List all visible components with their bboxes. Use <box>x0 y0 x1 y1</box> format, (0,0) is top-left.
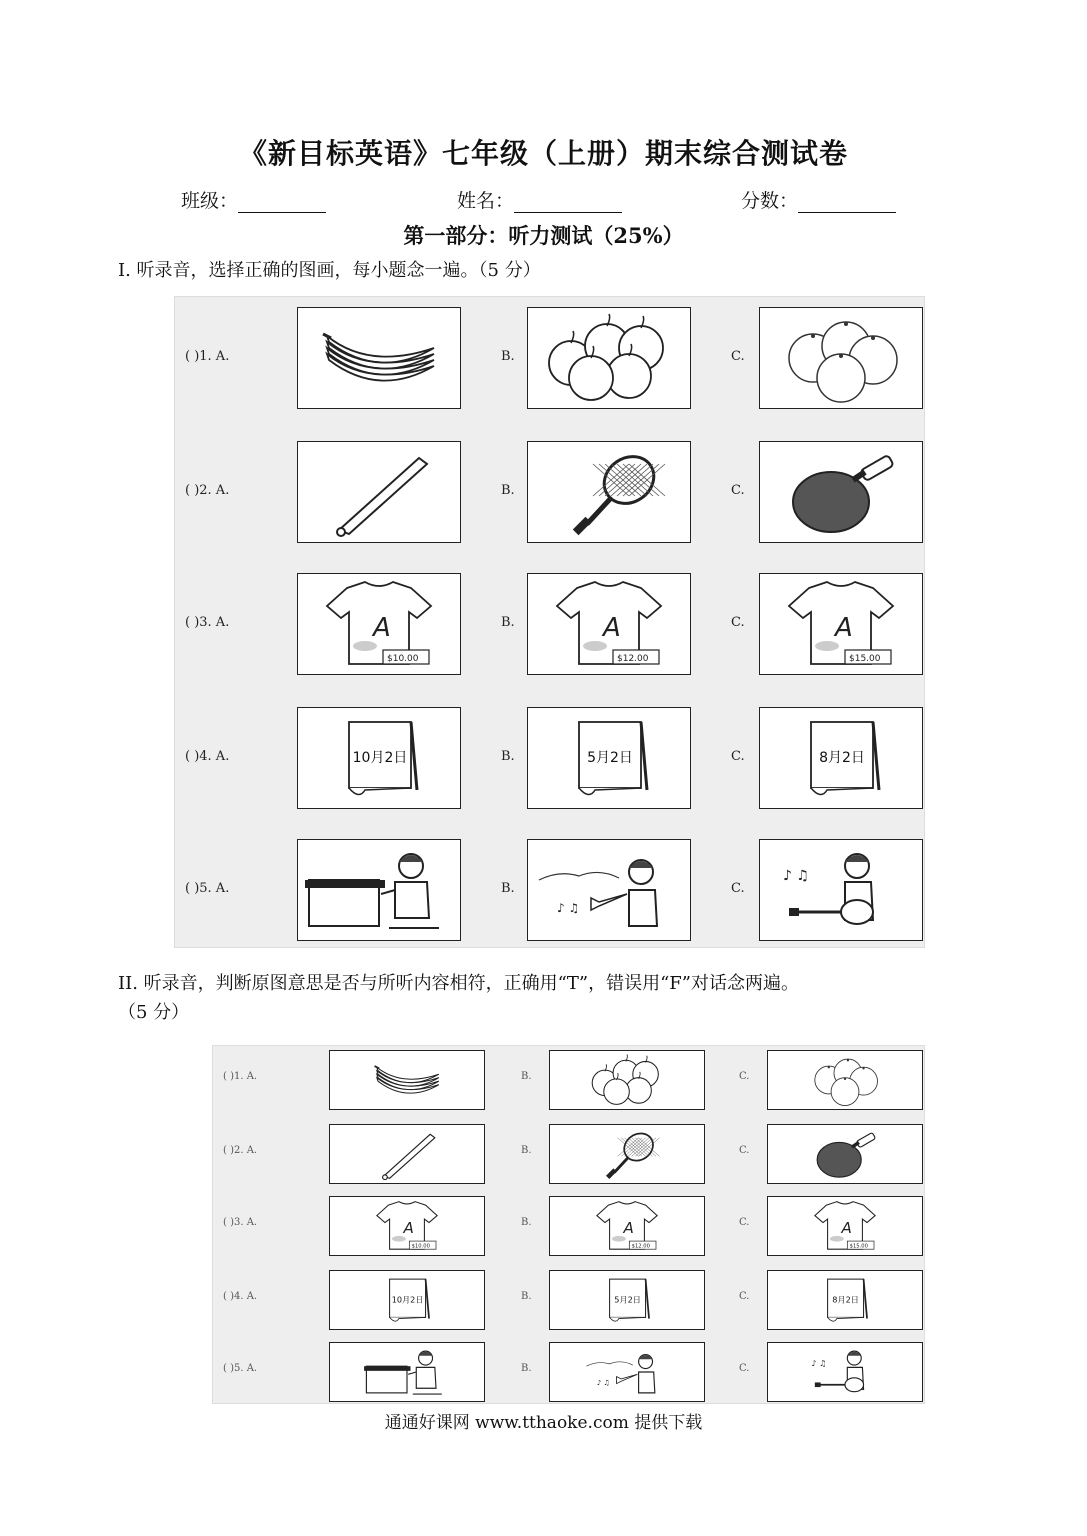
apple-icon <box>550 1051 704 1109</box>
class-field[interactable] <box>181 186 326 213</box>
section1-question-4-option-c-label: C. <box>731 749 745 764</box>
trumpet-player-icon <box>550 1343 704 1401</box>
section1-question-1-label[interactable]: ( )1. A. <box>185 349 230 364</box>
orange-icon <box>768 1051 922 1109</box>
tshirt-icon <box>768 1197 922 1255</box>
svg-text:♪ ♫: ♪ ♫ <box>783 868 809 884</box>
svg-text:A: A <box>403 1218 414 1237</box>
tennis-racket-icon <box>550 1125 704 1183</box>
section1-question-5-option-b-label: B. <box>501 881 515 896</box>
class-blank[interactable] <box>238 192 326 213</box>
section2-question-5-option-c-label: C. <box>739 1363 750 1374</box>
section1-question-1-option-b-image[interactable] <box>527 307 691 409</box>
section2-question-1-option-b-image[interactable] <box>549 1050 705 1110</box>
piano-player-icon <box>330 1343 484 1401</box>
section2-question-row-1 <box>213 1050 924 1108</box>
section1-question-4-option-c-image[interactable] <box>759 707 923 809</box>
svg-text:$12.00: $12.00 <box>631 1243 650 1250</box>
tennis-racket-icon <box>528 442 690 542</box>
svg-text:10月2日: 10月2日 <box>352 750 408 766</box>
apple-icon <box>528 308 690 408</box>
section1-question-4-label[interactable]: ( )4. A. <box>185 749 230 764</box>
svg-text:5月2日: 5月2日 <box>614 1294 641 1305</box>
section2-question-3-option-b-label: B. <box>521 1217 532 1228</box>
calendar-icon <box>760 708 922 808</box>
section2-question-row-3 <box>213 1196 924 1254</box>
section2-question-1-option-c-label: C. <box>739 1071 750 1082</box>
tshirt-icon <box>330 1197 484 1255</box>
svg-text:$10.00: $10.00 <box>387 654 419 664</box>
section1-question-5-option-c-image[interactable] <box>759 839 923 941</box>
section2-question-3-option-c-image[interactable] <box>767 1196 923 1256</box>
orange-icon <box>760 308 922 408</box>
section2-question-2-option-c-image[interactable] <box>767 1124 923 1184</box>
section2-question-3-option-a-image[interactable] <box>329 1196 485 1256</box>
svg-text:♪ ♫: ♪ ♫ <box>557 901 580 915</box>
section1-question-5-label[interactable]: ( )5. A. <box>185 881 230 896</box>
section2-question-5-option-b-label: B. <box>521 1363 532 1374</box>
section1-question-2-option-c-label: C. <box>731 483 745 498</box>
section1-question-row-3 <box>175 573 924 673</box>
section2-instruction <box>118 969 998 1027</box>
svg-text:A: A <box>603 613 621 643</box>
section1-question-3-option-a-image[interactable] <box>297 573 461 675</box>
section1-question-3-option-b-image[interactable] <box>527 573 691 675</box>
section2-question-3-option-b-image[interactable] <box>549 1196 705 1256</box>
svg-text:$15.00: $15.00 <box>849 1243 868 1250</box>
name-field[interactable] <box>457 186 622 213</box>
svg-text:$10.00: $10.00 <box>411 1243 430 1250</box>
section1-question-3-option-c-image[interactable] <box>759 573 923 675</box>
score-blank[interactable] <box>798 192 896 213</box>
svg-text:A: A <box>835 613 853 643</box>
section2-question-2-option-b-label: B. <box>521 1145 532 1156</box>
banana-icon <box>330 1051 484 1109</box>
svg-text:♪ ♫: ♪ ♫ <box>811 1358 827 1369</box>
baseball-bat-icon <box>330 1125 484 1183</box>
section1-question-5-option-c-label: C. <box>731 881 745 896</box>
section2-question-row-4 <box>213 1270 924 1328</box>
ping-pong-paddle-icon <box>768 1125 922 1183</box>
guitar-player-icon <box>768 1343 922 1401</box>
section2-question-row-5 <box>213 1342 924 1400</box>
section1-question-4-option-b-label: B. <box>501 749 515 764</box>
calendar-icon <box>330 1271 484 1329</box>
question-panel-1 <box>174 296 925 948</box>
section2-question-5-label[interactable]: ( )5. A. <box>223 1363 258 1374</box>
section2-question-4-option-c-image[interactable] <box>767 1270 923 1330</box>
svg-text:A: A <box>373 613 391 643</box>
section1-question-5-option-a-image[interactable] <box>297 839 461 941</box>
section1-question-row-2 <box>175 441 924 541</box>
section1-question-1-option-a-image[interactable] <box>297 307 461 409</box>
section2-question-1-option-a-image[interactable] <box>329 1050 485 1110</box>
section2-question-5-option-b-image[interactable] <box>549 1342 705 1402</box>
section1-question-2-option-a-image[interactable] <box>297 441 461 543</box>
svg-text:$12.00: $12.00 <box>617 654 649 664</box>
score-field[interactable] <box>741 186 896 213</box>
calendar-icon <box>298 708 460 808</box>
calendar-icon <box>550 1271 704 1329</box>
footer: 通通好课网 www.tthaoke.com 提供下载 <box>384 1413 703 1433</box>
section1-question-1-option-c-image[interactable] <box>759 307 923 409</box>
section1-question-2-option-b-label: B. <box>501 483 515 498</box>
tshirt-icon <box>760 574 922 674</box>
section1-question-3-option-b-label: B. <box>501 615 515 630</box>
section2-instruction-line1: II. 听录音，判断原图意思是否与所听内容相符，正确用“T”，错误用“F”对话念两遍。 <box>118 973 799 994</box>
section2-question-4-option-a-image[interactable] <box>329 1270 485 1330</box>
section1-question-2-option-b-image[interactable] <box>527 441 691 543</box>
section1-question-2-label[interactable]: ( )2. A. <box>185 483 230 498</box>
tshirt-icon <box>298 574 460 674</box>
section1-question-5-option-b-image[interactable] <box>527 839 691 941</box>
calendar-icon <box>768 1271 922 1329</box>
baseball-bat-icon <box>298 442 460 542</box>
part-heading: 第一部分：听力测试（25%） <box>403 223 684 248</box>
section2-question-row-2 <box>213 1124 924 1182</box>
section1-instruction: I. 听录音，选择正确的图画，每小题念一遍。（5 分） <box>118 260 541 281</box>
section1-question-row-1 <box>175 307 924 407</box>
tshirt-icon <box>528 574 690 674</box>
section2-instruction-line2: （5 分） <box>118 1002 190 1023</box>
section2-question-2-option-a-image[interactable] <box>329 1124 485 1184</box>
section1-question-3-label[interactable]: ( )3. A. <box>185 615 230 630</box>
section2-question-4-option-b-image[interactable] <box>549 1270 705 1330</box>
svg-text:10月2日: 10月2日 <box>391 1294 424 1305</box>
piano-player-icon <box>298 840 460 940</box>
question-panel-2 <box>212 1045 925 1404</box>
section2-question-1-label[interactable]: ( )1. A. <box>223 1071 258 1082</box>
section1-question-3-option-c-label: C. <box>731 615 745 630</box>
section1-question-2-option-c-image[interactable] <box>759 441 923 543</box>
section2-question-2-label[interactable]: ( )2. A. <box>223 1145 258 1156</box>
section2-question-2-option-b-image[interactable] <box>549 1124 705 1184</box>
section1-question-4-option-b-image[interactable] <box>527 707 691 809</box>
banana-icon <box>298 308 460 408</box>
section1-question-row-5 <box>175 839 924 939</box>
section1-question-4-option-a-image[interactable] <box>297 707 461 809</box>
section2-question-4-option-b-label: B. <box>521 1291 532 1302</box>
tshirt-icon <box>550 1197 704 1255</box>
svg-text:A: A <box>623 1218 634 1237</box>
name-label: 姓名： <box>457 190 515 212</box>
section2-question-5-option-c-image[interactable] <box>767 1342 923 1402</box>
section1-question-1-option-b-label: B. <box>501 349 515 364</box>
guitar-player-icon <box>760 840 922 940</box>
section2-question-1-option-c-image[interactable] <box>767 1050 923 1110</box>
class-label: 班级： <box>181 190 239 212</box>
section2-question-2-option-c-label: C. <box>739 1145 750 1156</box>
section2-question-3-option-c-label: C. <box>739 1217 750 1228</box>
svg-text:5月2日: 5月2日 <box>587 750 633 766</box>
trumpet-player-icon <box>528 840 690 940</box>
section2-question-5-option-a-image[interactable] <box>329 1342 485 1402</box>
ping-pong-paddle-icon <box>760 442 922 542</box>
section2-question-4-label[interactable]: ( )4. A. <box>223 1291 258 1302</box>
name-blank[interactable] <box>514 192 622 213</box>
section1-question-1-option-c-label: C. <box>731 349 745 364</box>
section2-question-4-option-c-label: C. <box>739 1291 750 1302</box>
svg-text:8月2日: 8月2日 <box>832 1294 859 1305</box>
section1-question-row-4 <box>175 707 924 807</box>
calendar-icon <box>528 708 690 808</box>
svg-text:♪ ♫: ♪ ♫ <box>596 1378 610 1387</box>
section2-question-3-label[interactable]: ( )3. A. <box>223 1217 258 1228</box>
score-label: 分数： <box>741 190 799 212</box>
svg-text:$15.00: $15.00 <box>849 654 881 664</box>
page-title: 《新目标英语》七年级（上册）期末综合测试卷 <box>238 137 848 170</box>
svg-text:8月2日: 8月2日 <box>819 750 865 766</box>
svg-text:A: A <box>841 1218 852 1237</box>
student-info-fields <box>0 186 1087 216</box>
section2-question-1-option-b-label: B. <box>521 1071 532 1082</box>
